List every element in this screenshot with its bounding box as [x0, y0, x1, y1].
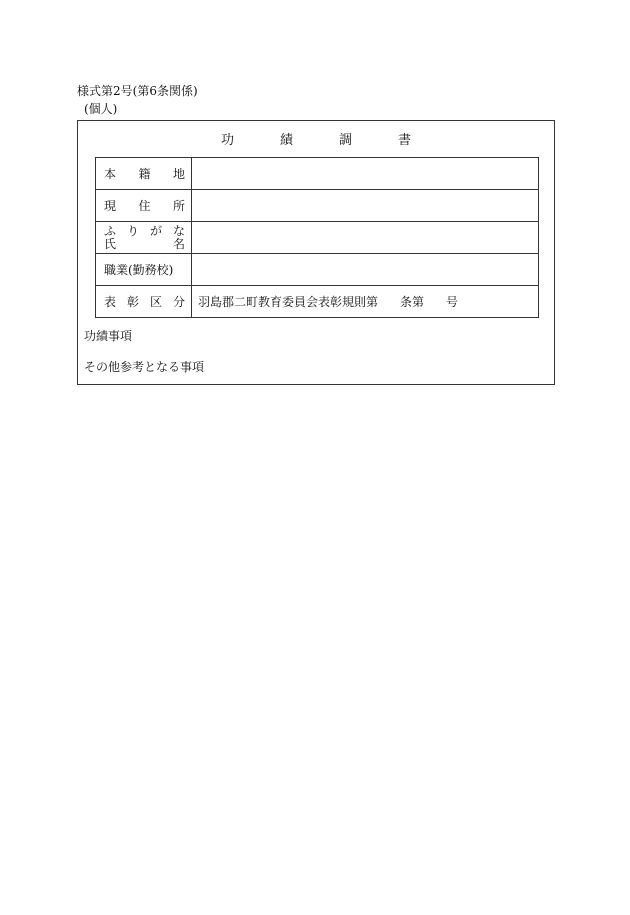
award-category-label: 表 彰 区 分 [96, 286, 192, 318]
title-char: 績 [279, 133, 293, 148]
furigana-label: ふ り が な [104, 224, 185, 238]
info-table [95, 157, 539, 318]
table-row-award-category [96, 286, 539, 318]
form-frame [77, 120, 555, 385]
domicile-label: 本 籍 地 [96, 158, 192, 190]
document-title [78, 133, 554, 149]
table-row-domicile [96, 158, 539, 190]
occupation-field[interactable] [192, 254, 539, 286]
title-char: 功 [220, 133, 234, 148]
award-category-field[interactable] [192, 286, 539, 318]
table-row-occupation [96, 254, 539, 286]
full-name-label: 氏 名 [104, 237, 185, 251]
other-notes-heading: その他参考となる事項 [84, 360, 205, 374]
form-type-label: (個人) [84, 102, 118, 116]
table-row-name [96, 222, 539, 254]
award-rule-prefix: 羽島郡二町教育委員会表彰規則第 [198, 294, 379, 309]
form-number-label: 様式第2号(第6条関係) [77, 84, 198, 98]
name-field[interactable] [192, 222, 539, 254]
occupation-label: 職業(勤務校) [96, 254, 192, 286]
award-rule-article: 条第 [400, 294, 425, 309]
table-row-address [96, 190, 539, 222]
achievements-heading: 功績事項 [84, 329, 133, 343]
address-label: 現 住 所 [96, 190, 192, 222]
domicile-field[interactable] [192, 158, 539, 190]
address-field[interactable] [192, 190, 539, 222]
award-rule-number: 号 [446, 294, 459, 309]
title-char: 書 [398, 133, 412, 148]
title-char: 調 [339, 133, 353, 148]
name-label [96, 222, 192, 254]
